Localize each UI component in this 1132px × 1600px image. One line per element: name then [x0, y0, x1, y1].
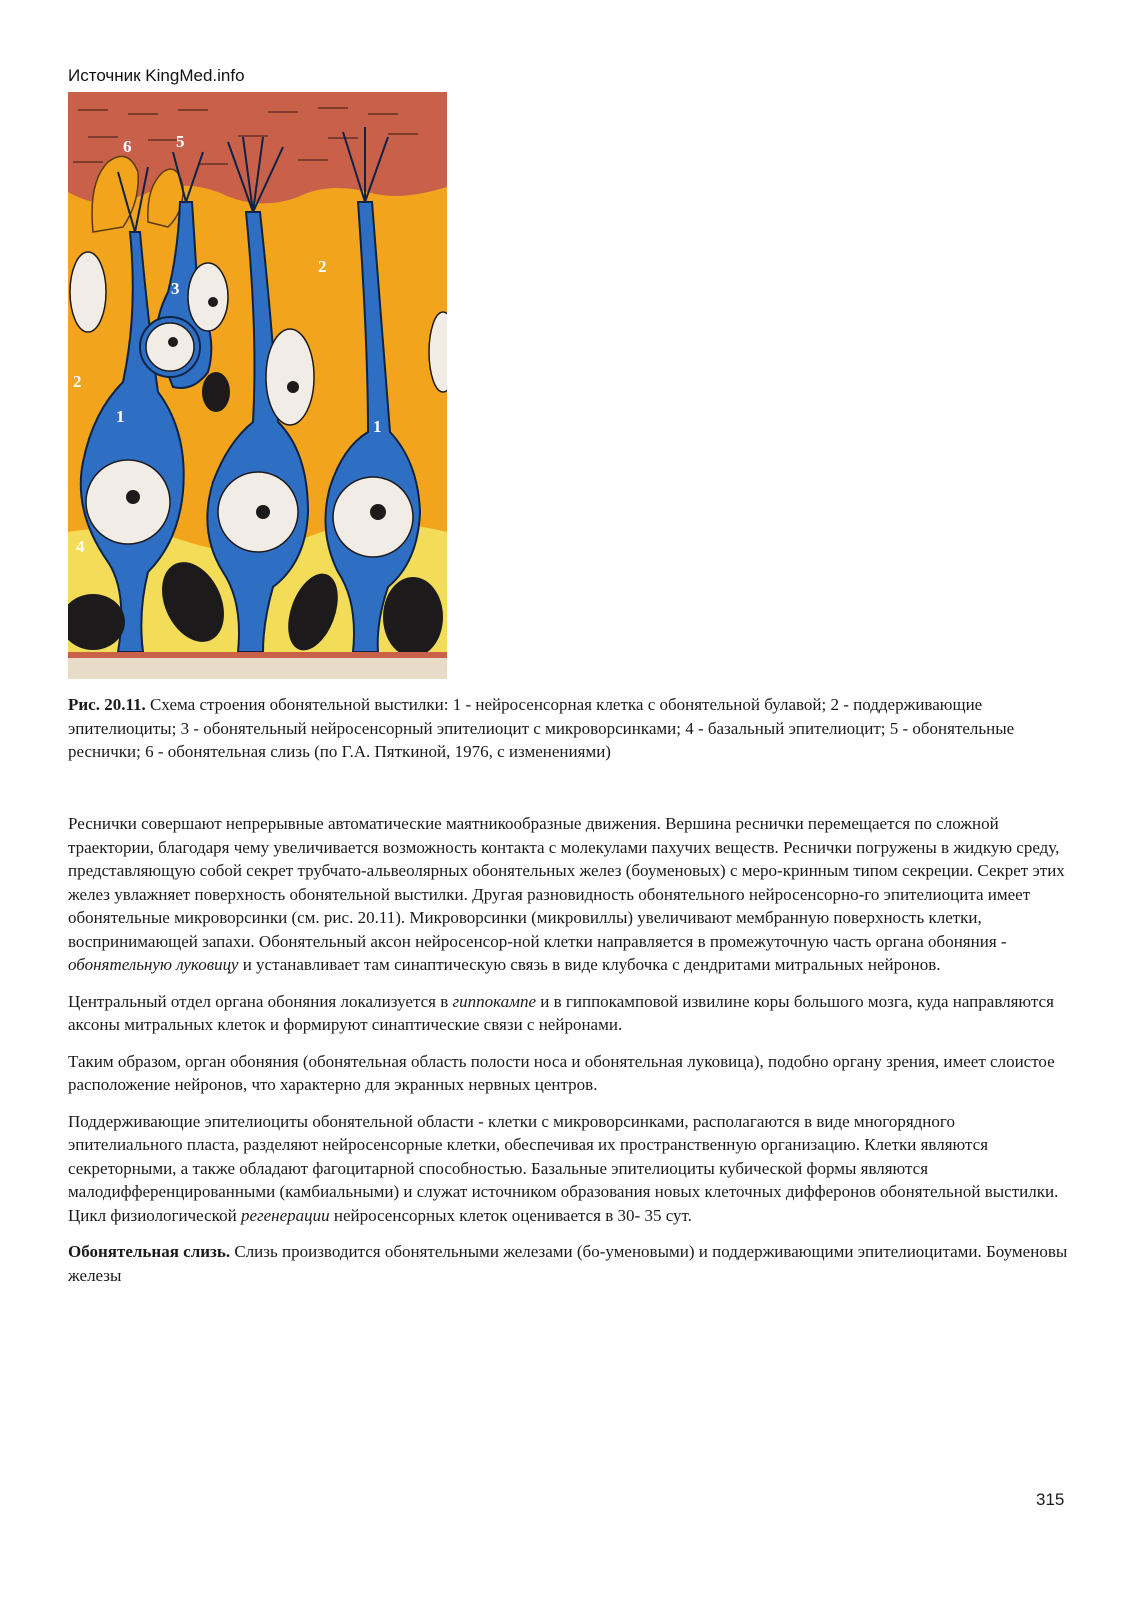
paragraph-4: Поддерживающие эпителиоциты обонятельной области - клетки с микроворсинками, располагаются в виде многорядного эпителиального пласта, разделяют нейросенсорные клетки, обеспечивая их пространственную организацию. Клетки являются секреторными, а также обладают фагоцитарной способностью. Базальные эпителиоциты кубической формы являются малодифференцированными (камбиальными) и служат источником образования новых клеточных дифферонов обонятельной выстилки. Цикл физиологической регенерации нейросенсорных клеток оценивается в 30- 35 сут.: [68, 1111, 1059, 1225]
label-4: 4: [76, 537, 85, 556]
label-2b: 2: [318, 257, 327, 276]
paragraph-1: Реснички совершают непрерывные автоматические маятникообразные движения. Вершина реснички перемещается по сложной траектории, благодаря чему увеличивается возможность контакта с молекулами пахучих веществ. Реснички погружены в жидкую среду, представляющую собой секрет трубчато-альвеолярных обонятельных желез (боуменовых) с меро-кринным типом секреции. Секрет этих желез увлажняет поверхность обонятельной выстилки. Другая разновидность обонятельного нейросенсорно-го эпителиоцита имеет обонятельные микроворсинки (см. рис. 20.11). Микроворсинки (микровиллы) увеличивают мембранную поверхность клетки, воспринимающей запахи. Обонятельный аксон нейросенсор-ной клетки направляется в промежуточную часть органа обоняния - обонятельную луковицу и устанавливает там синаптическую связь в виде клубочка с дендритами митральных нейронов.: [68, 814, 1065, 974]
paragraph-3: Таким образом, орган обоняния (обонятельная область полости носа и обонятельная луковица), подобно органу зрения, имеет слоистое расположение нейронов, что характерно для экранных нервных центров.: [68, 1051, 1055, 1094]
paragraph-5: Обонятельная слизь. Слизь производится обонятельными железами (бо-уменовыми) и поддерживающими эпителиоцитами. Боуменовы железы: [68, 1242, 1068, 1285]
label-1b: 1: [373, 417, 382, 436]
neurosensory-cells: [81, 202, 420, 652]
label-1a: 1: [116, 407, 125, 426]
body-text: [68, 812, 1068, 1300]
source-label: Источник KingMed.info: [68, 66, 245, 85]
figure-caption: [68, 693, 1068, 777]
caption-label: Рис. 20.11.: [68, 695, 146, 714]
caption-text: Схема строения обонятельной выстилки: 1 - нейросенсорная клетка с обонятельной булавой; 2 - поддерживающие эпителиоциты; 3 - обонятельный нейросенсорный эпителиоцит с микроворсинками; 4 - базальный эпителиоцит; 5 - обонятельные реснички; 6 - обонятельная слизь (по Г.А. Пяткиной, 1976, с изменениями): [68, 695, 1015, 761]
label-3: 3: [171, 279, 180, 298]
figure-illustration: [68, 92, 447, 679]
paragraph-2: Центральный отдел органа обоняния локализуется в гиппокампе и в гиппокамповой извилине коры большого мозга, куда направляются аксоны митральных клеток и формируют синаптические связи с нейронами.: [68, 991, 1054, 1034]
label-2a: 2: [73, 372, 82, 391]
olfactory-epithelium-figure: [68, 92, 447, 679]
page-number: 315: [1036, 1490, 1065, 1509]
label-5: 5: [176, 132, 185, 151]
label-6: 6: [123, 137, 132, 156]
